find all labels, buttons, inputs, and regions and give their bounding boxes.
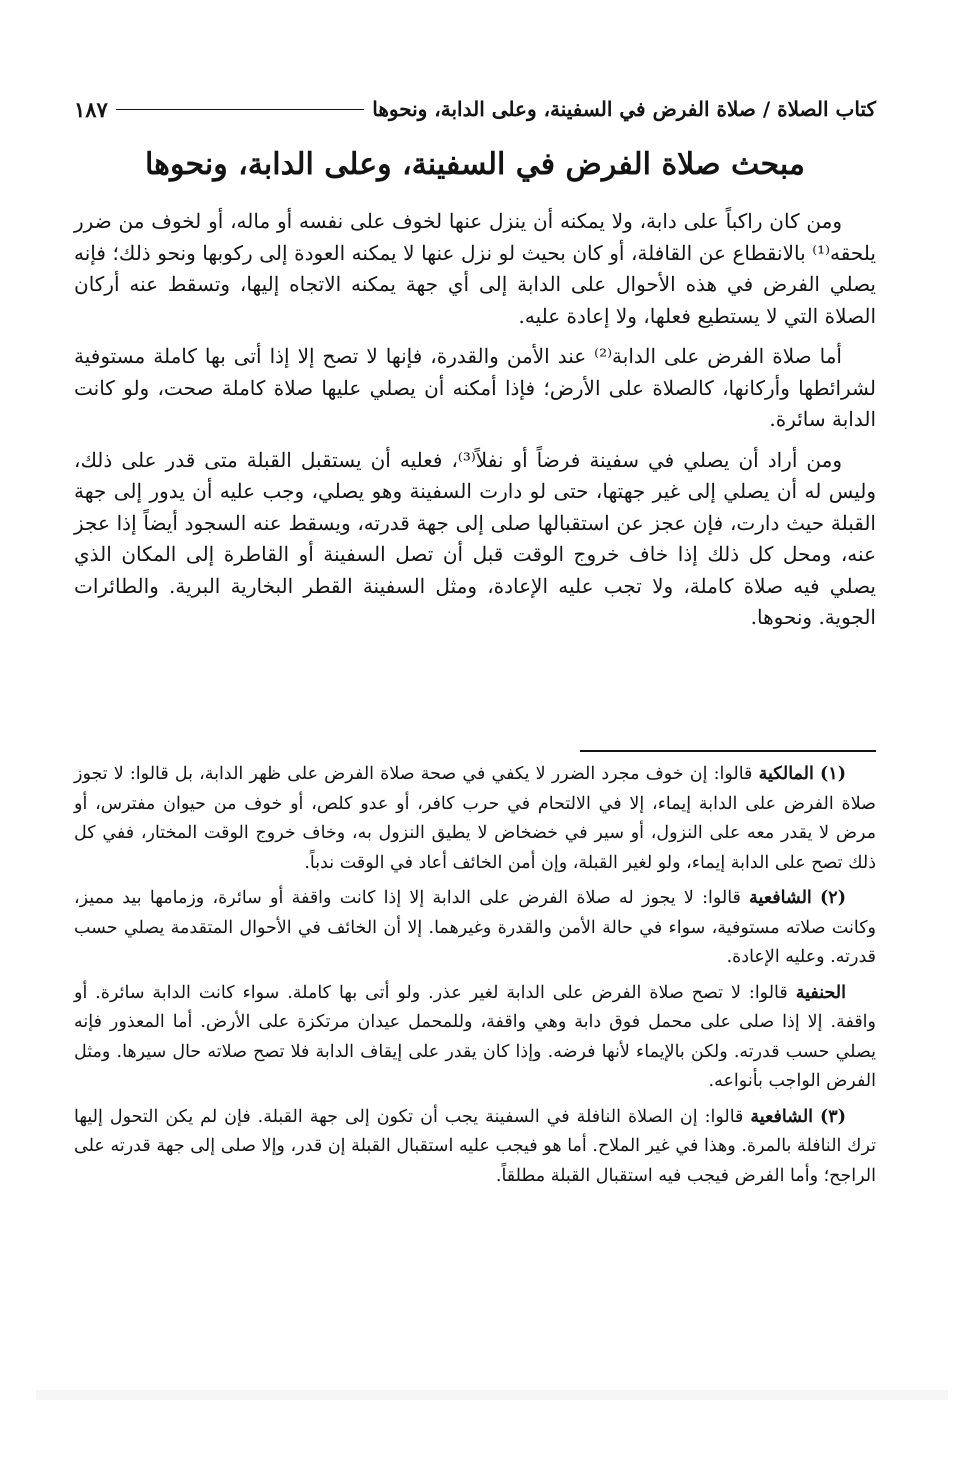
page-number: ١٨٧	[74, 96, 108, 122]
running-title: كتاب الصلاة / صلاة الفرض في السفينة، وعلى الدابة، ونحوها	[372, 97, 876, 121]
footnote	[74, 979, 876, 1097]
footnote-text: قالوا: لا يجوز له صلاة الفرض على الدابة إلا إذا كانت واقفة أو سائرة، وزمامها بيد مميز، وكانت صلاته مستوفية، سواء في حالة الأمن والقدرة وغيرهما. إلا أن الخائف في الأحوال المتقدمة يصلي حسب قدرته. وعليه الإعادة.	[74, 888, 876, 967]
footnote-keyword: المالكية	[758, 764, 814, 784]
footnote-keyword: الشافعية	[750, 1106, 814, 1127]
footnote-marker: (٢)	[820, 888, 846, 908]
scan-artifact	[36, 1386, 948, 1404]
footnote-text: قالوا: إن خوف مجرد الضرر لا يكفي في صحة صلاة الفرض على ظهر الدابة، بل قالوا: لا تجوز صلاة الفرض على الدابة إيماء، إلا في الالتحام في حرب كافر، أو عدو كلص، أو خوف من حيوان مفترس، أو مرض لا يقدر معه على النزول، أو سير في خضخاض لا يطيق النزول به، وخاف خروج الوقت المختار، ففي كل ذلك تصح على الدابة إيماء، ولو لغير القبلة، وإن أمن الخائف أعاد في الوقت ندباً.	[74, 764, 876, 873]
footnote-text: قالوا: لا تصح صلاة الفرض على الدابة لغير عذر. ولو أتى بها كاملة. سواء كانت الدابة سائرة. أو واقفة. إلا إذا صلى على محمل فوق دابة وهي واقفة، وللمحمل عيدان مرتكزة على الأرض. أما المعذور فإنه يصلي حسب قدرته. ولكن بالإيماء لأنها فرضه. وإذا كان يقدر على إيقاف الدابة فلا تصح صلاته حال سيرها. ومثل الفرض الواجب بأنواعه.	[74, 982, 876, 1091]
footnote-keyword: الحنفية	[795, 982, 846, 1003]
body-paragraph: ومن أراد أن يصلي في سفينة فرضاً أو نفلاً⁽³⁾، فعليه أن يستقبل القبلة متى قدر على ذلك، وليس له أن يصلي إلى غير جهتها، حتى لو دارت السفينة وهو يصلي، وجب عليه أن يدور إلى جهة القبلة حيث دارت، فإن عجز عن استقبالها صلى إلى جهة قدرته، ويسقط عنه السجود أيضاً إذا عجز عنه، ومحل كل ذلك إذا خاف خروج الوقت قبل أن تصل السفينة أو القاطرة إلى المكان الذي يصلي فيه صلاة كاملة، ولا تجب عليه الإعادة، ومثل السفينة القطر البخارية البرية. والطائرات الجوية. ونحوها.	[74, 447, 876, 629]
footnote	[74, 1103, 876, 1192]
footnote	[74, 760, 876, 878]
footnote	[74, 884, 876, 973]
body-paragraph: أما صلاة الفرض على الدابة⁽²⁾ عند الأمن والقدرة، فإنها لا تصح إلا إذا أتى بها كاملة مستوفية لشرائطها وأركانها، كالصلاة على الأرض؛ فإذا أمكنه أن يصلي عليها صلاة كاملة صحت، ولو كانت الدابة سائرة.	[74, 344, 876, 431]
body-paragraph: ومن كان راكباً على دابة، ولا يمكنه أن ينزل عنها لخوف على نفسه أو ماله، أو لخوف من ضرر يلحقه⁽¹⁾ بالانقطاع عن القافلة، أو كان بحيث لو نزل عنها لا يمكنه العودة إلى ركوبها ونحو ذلك؛ فإنه يصلي الفرض في هذه الأحوال على الدابة إلى أي جهة يمكنه الاتجاه إليها، وتسقط عنه أركان الصلاة التي لا يستطيع فعلها، ولا إعادة عليه.	[74, 209, 876, 328]
footnote-keyword: الشافعية	[749, 888, 812, 908]
footnote-text: قالوا: إن الصلاة النافلة في السفينة يجب أن تكون إلى جهة القبلة. فإن لم يكن التحول إليها ترك النافلة بالمرة. وهذا في غير الملاح. أما هو فيجب عليه استقبال القبلة إن قدر، وإلا صلى إلى جهة قدرته على الراجح؛ وأما الفرض فيجب فيه استقبال القبلة مطلقاً.	[74, 1106, 876, 1186]
footnote-marker: (٣)	[820, 1106, 846, 1127]
footnote-separator	[580, 750, 876, 752]
main-text	[74, 206, 876, 643]
chapter-title: مبحث صلاة الفرض في السفينة، وعلى الدابة، ونحوها	[145, 147, 805, 182]
header-rule	[116, 109, 364, 110]
footnotes	[74, 760, 876, 1197]
running-header	[74, 92, 876, 126]
footnote-marker: (١)	[820, 764, 846, 784]
